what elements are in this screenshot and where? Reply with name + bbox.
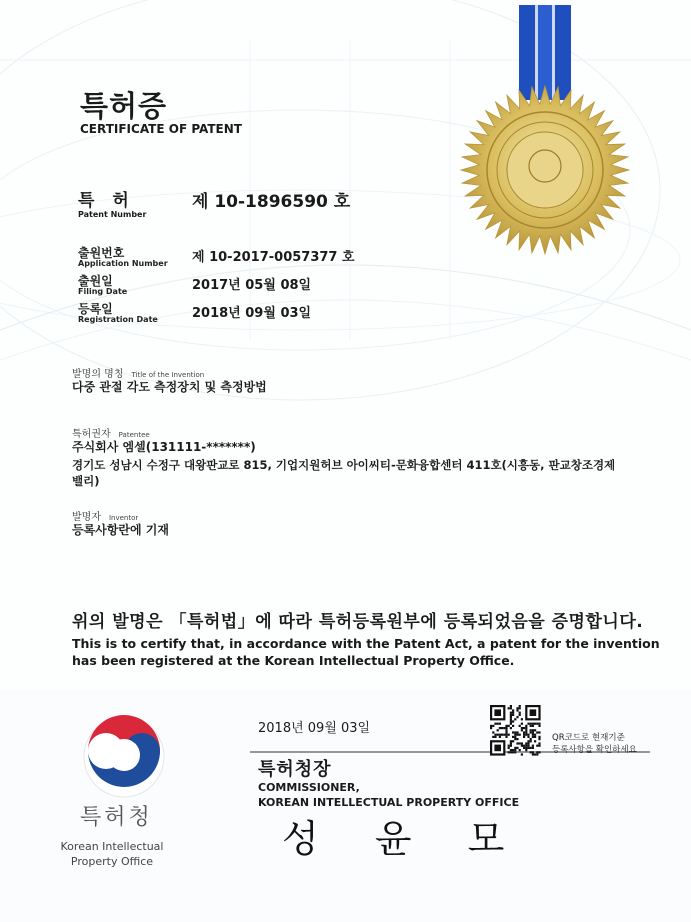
patent-number-label: 특 허 — [78, 191, 135, 211]
commissioner-signature: 성 윤 모 — [282, 817, 527, 861]
filing-date-value: 2017년 05월 08일 — [192, 278, 312, 293]
registration-date-label-en: Registration Date — [78, 315, 158, 324]
filing-date-label: 출원일 — [78, 274, 113, 288]
commissioner-title: 특허청장 — [258, 759, 332, 780]
inventor-label: 발명자 — [72, 512, 101, 523]
certificate-title: 특허증 — [80, 89, 168, 123]
certification-statement-en-2: has been registered at the Korean Intellectual Property Office. — [72, 653, 515, 668]
qr-caption-line1: QR코드로 현재기준 — [552, 733, 625, 743]
patentee-name: 주식회사 엠셀(131111-*******) — [72, 440, 256, 454]
issue-date: 2018년 09월 03일 — [258, 721, 371, 736]
application-number-label: 출원번호 — [78, 246, 125, 260]
patentee-label-en: Patentee — [118, 431, 150, 439]
patentee-address-line1: 경기도 성남시 수정구 대왕판교로 815, 기업지원허브 아이씨티-문화융합센터 411호(시흥동, 판교창조경제 — [72, 458, 616, 472]
gold-seal-icon — [461, 86, 629, 254]
application-number-value: 제 10-2017-0057377 호 — [192, 250, 355, 265]
commissioner-line2: KOREAN INTELLECTUAL PROPERTY OFFICE — [258, 796, 520, 809]
commissioner-line1: COMMISSIONER, — [258, 781, 360, 794]
patent-number-value: 제 10-1896590 호 — [192, 192, 351, 212]
certification-statement-en-1: This is to certify that, in accordance with the Patent Act, a patent for the invention — [72, 636, 660, 651]
application-number-label-en: Application Number — [78, 259, 168, 268]
office-name-kr: 특허청 — [80, 805, 153, 830]
invention-title-label-en: Title of the Invention — [131, 371, 205, 379]
invention-title-value: 다중 관절 각도 측정장치 및 측정방법 — [72, 380, 267, 394]
inventor-value: 등록사항란에 기재 — [72, 523, 169, 537]
certification-statement-kr: 위의 발명은 「특허법」에 따라 특허등록원부에 등록되었음을 증명합니다. — [72, 612, 644, 632]
patentee-label: 특허권자 — [72, 429, 111, 440]
office-name-en-line1: Korean Intellectual — [60, 840, 164, 853]
patent-number-label-en: Patent Number — [78, 210, 147, 219]
office-name-en-line2: Property Office — [70, 855, 154, 868]
filing-date-label-en: Filing Date — [78, 287, 128, 296]
inventor-label-en: Inventor — [108, 514, 139, 522]
registration-date-value: 2018년 09월 03일 — [192, 306, 312, 321]
patentee-address-line2: 밸리) — [72, 474, 100, 488]
registration-date-label: 등록일 — [78, 302, 113, 316]
invention-title-label: 발명의 명칭 — [72, 369, 124, 380]
certificate-title-en: CERTIFICATE OF PATENT — [80, 122, 242, 136]
qr-caption-line2: 등록사항을 확인하세요 — [552, 745, 637, 755]
